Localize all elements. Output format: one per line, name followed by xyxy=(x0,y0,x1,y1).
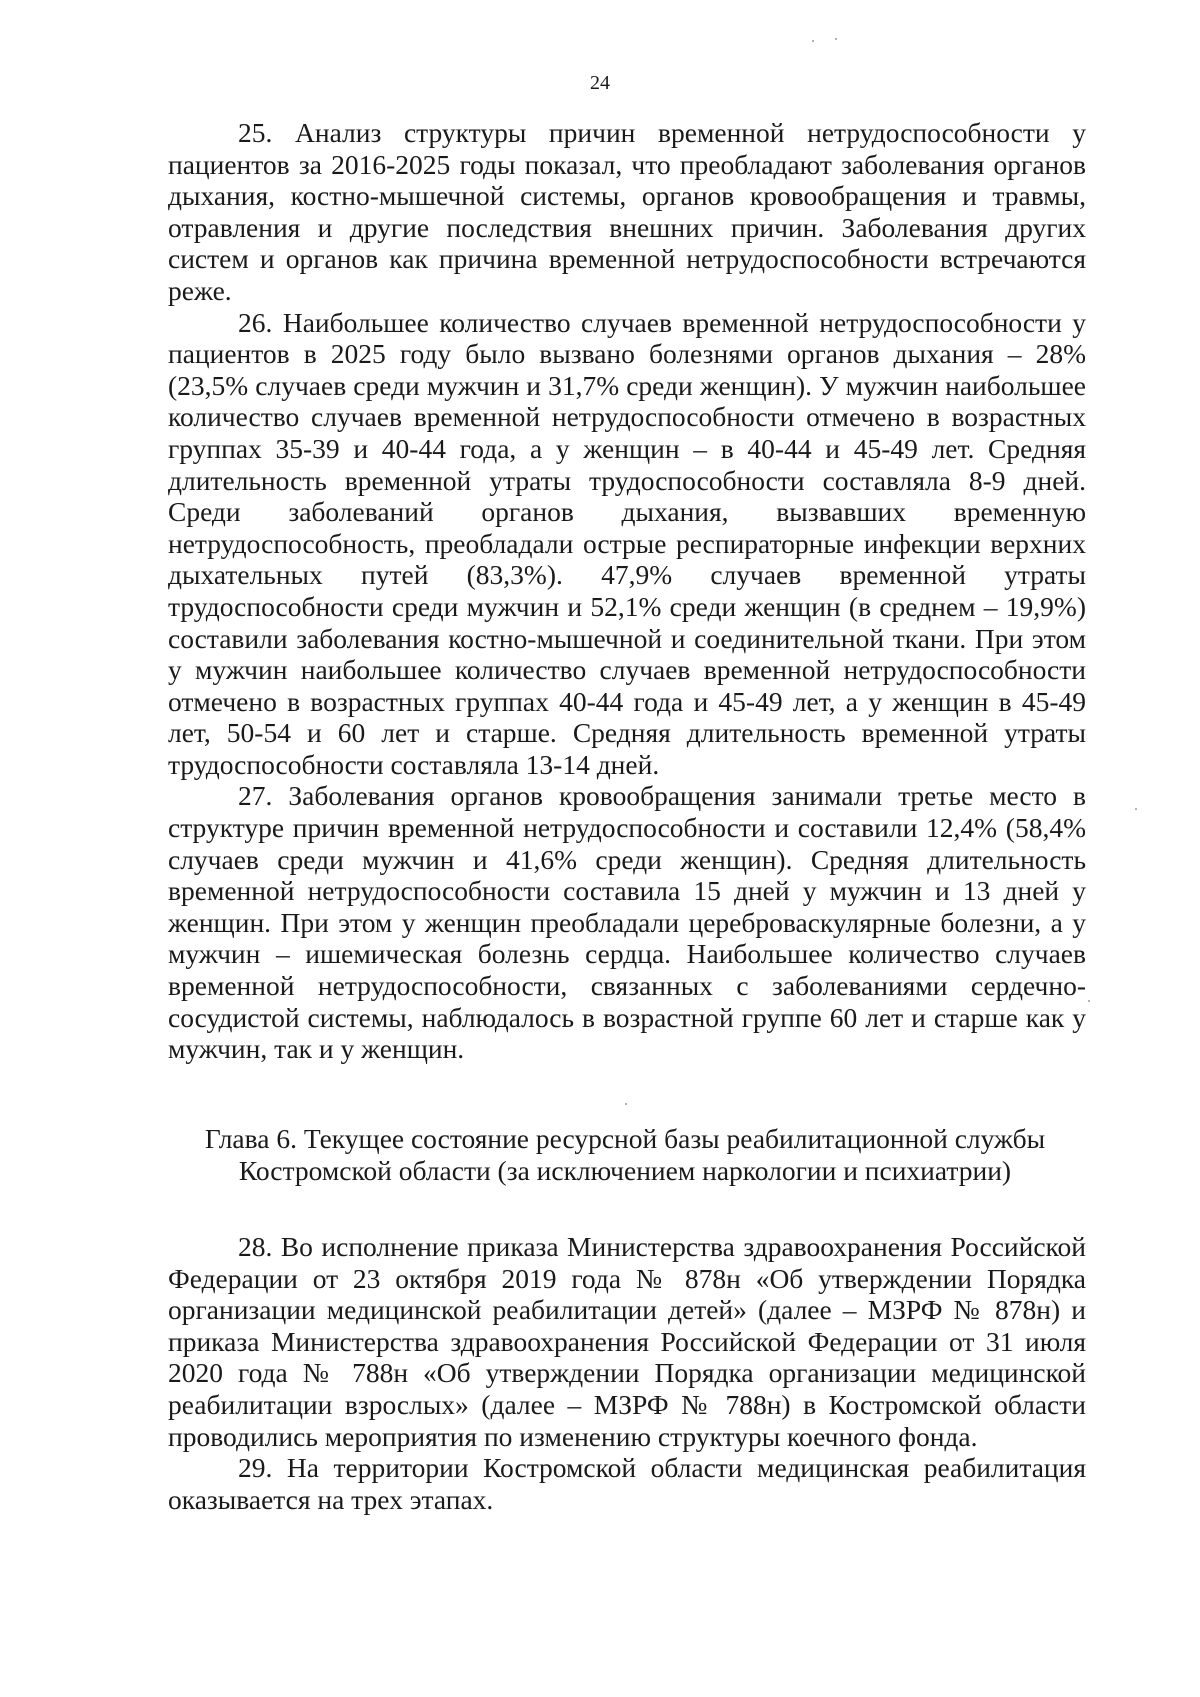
scan-speck xyxy=(1088,1000,1090,1002)
paragraph-29: 29. На территории Костромской области медицинская реабилитация оказывается на трех этапах. xyxy=(168,1452,1086,1515)
chapter-body-section xyxy=(168,1231,1086,1515)
paragraph-26: 26. Наибольшее количество случаев временной нетрудоспособности у пациентов в 2025 году было вызвано болезнями органов дыхания – 28% (23,5% случаев среди мужчин и 31,7% среди женщин). У мужчин наибольшее количество случаев временной нетрудоспособности отмечено в возрастных группах 35-39 и 40-44 года, а у женщин – в 40-44 и 45-49 лет. Средняя длительность временной утраты трудоспособности составляла 8-9 дней. Среди заболеваний органов дыхания, вызвавших временную нетрудоспособность, преобладали острые респираторные инфекции верхних дыхательных путей (83,3%). 47,9% случаев временной утраты трудоспособности среди мужчин и 52,1% среди женщин (в среднем – 19,9%) составили заболевания костно-мышечной и соединительной ткани. При этом у мужчин наибольшее количество случаев временной нетрудоспособности отмечено в возрастных группах 40-44 года и 45-49 лет, а у женщин в 45-49 лет, 50-54 и 60 лет и старше. Средняя длительность временной утраты трудоспособности составляла 13-14 дней. xyxy=(168,306,1086,780)
body-text-section xyxy=(168,117,1086,1065)
scan-speck xyxy=(812,40,814,42)
chapter-heading-line-2: Костромской области (за исключением наркологии и психиатрии) xyxy=(238,1155,1012,1186)
chapter-heading xyxy=(150,1123,1100,1187)
scan-speck xyxy=(835,38,837,40)
chapter-heading-line-1: Глава 6. Текущее состояние ресурсной базы реабилитационной службы xyxy=(204,1123,1046,1154)
scan-speck xyxy=(1135,808,1137,810)
scan-speck xyxy=(625,1103,627,1105)
paragraph-25: 25. Анализ структуры причин временной нетрудоспособности у пациентов за 2016-2025 годы показал, что преобладают заболевания органов дыхания, костно-мышечной системы, органов кровообращения и травмы, отравления и другие последствия внешних причин. Заболевания других систем и органов как причина временной нетрудоспособности встречаются реже. xyxy=(168,117,1086,306)
paragraph-28: 28. Во исполнение приказа Министерства здравоохранения Российской Федерации от 23 октября 2019 года № 878н «Об утверждении Порядка организации медицинской реабилитации детей» (далее – МЗРФ № 878н) и приказа Министерства здравоохранения Российской Федерации от 31 июля 2020 года № 788н «Об утверждении Порядка организации медицинской реабилитации взрослых» (далее – МЗРФ № 788н) в Костромской области проводились мероприятия по изменению структуры коечного фонда. xyxy=(168,1231,1086,1452)
paragraph-27: 27. Заболевания органов кровообращения занимали третье место в структуре причин временной нетрудоспособности и составили 12,4% (58,4% случаев среди мужчин и 41,6% среди женщин). Средняя длительность временной нетрудоспособности составила 15 дней у мужчин и 13 дней у женщин. При этом у женщин преобладали цереброваскулярные болезни, а у мужчин – ишемическая болезнь сердца. Наибольшее количество случаев временной нетрудоспособности, связанных с заболеваниями сердечно-сосудистой системы, наблюдалось в возрастной группе 60 лет и старше как у мужчин, так и у женщин. xyxy=(168,780,1086,1065)
page-number: 24 xyxy=(590,72,610,94)
